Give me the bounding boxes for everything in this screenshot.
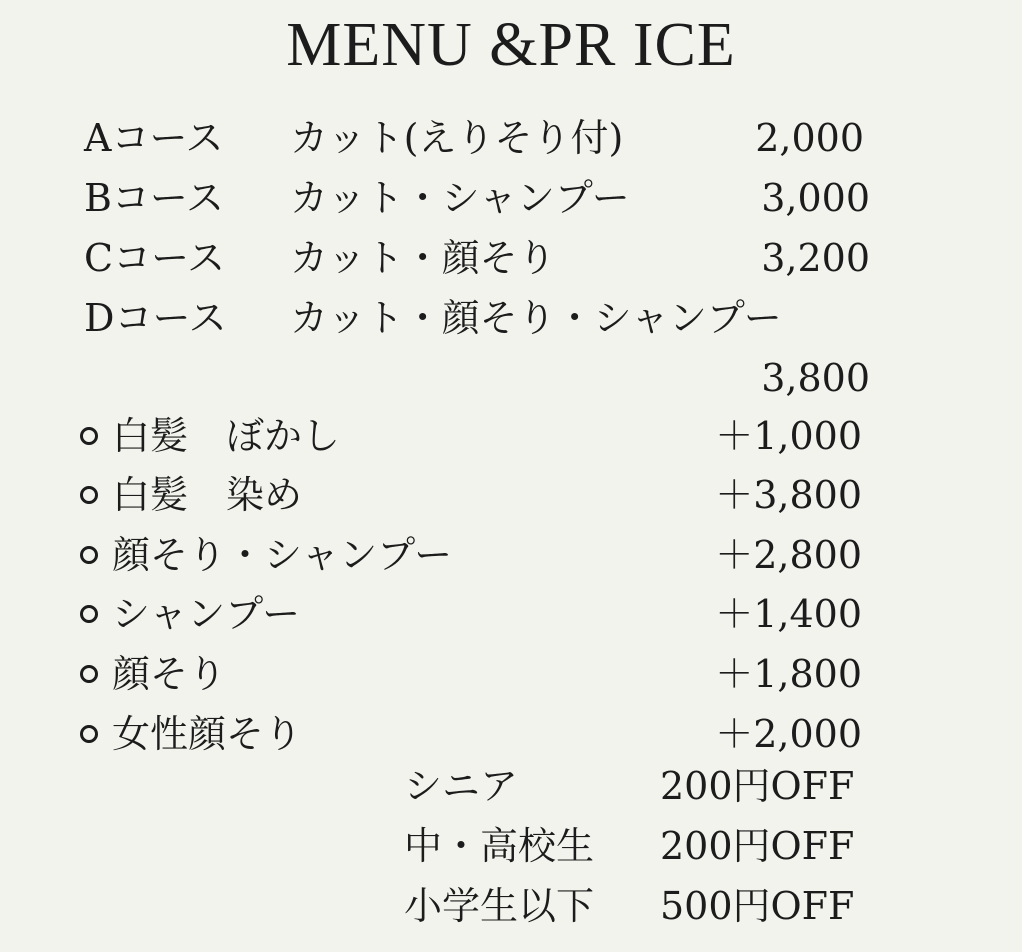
discount-label: シニア <box>404 764 519 808</box>
option-price: ＋3,800 <box>715 473 862 517</box>
discount-value: 200円OFF <box>660 824 855 868</box>
discount-label: 小学生以下 <box>404 884 595 928</box>
option-price: ＋1,000 <box>715 414 862 458</box>
option-label: 顔そり・シャンプー <box>112 533 453 577</box>
option-label: 白髪 染め <box>112 473 303 517</box>
discount-value: 500円OFF <box>660 884 855 928</box>
course-name: Aコース <box>84 116 224 160</box>
course-description: カット・顔そり・シャンプー <box>290 296 782 340</box>
option-label: シャンプー <box>112 592 301 636</box>
option-label: 白髪 ぼかし <box>112 414 341 458</box>
course-description: カット・シャンプー <box>290 176 630 220</box>
course-row-b <box>0 172 1022 224</box>
course-row-d-price <box>0 352 1022 404</box>
option-item <box>0 469 1022 521</box>
option-price: ＋1,400 <box>715 592 862 636</box>
option-item <box>0 708 1022 760</box>
discount-value: 200円OFF <box>660 764 855 808</box>
discount-label: 中・高校生 <box>404 824 595 868</box>
course-price: 2,000 <box>755 116 864 160</box>
course-name: Cコース <box>84 236 226 280</box>
course-row-c <box>0 232 1022 284</box>
option-item <box>0 410 1022 462</box>
circle-bullet-icon <box>80 546 98 564</box>
course-name: Dコース <box>84 296 227 340</box>
course-price: 3,200 <box>761 236 870 280</box>
circle-bullet-icon <box>80 427 98 445</box>
discount-row <box>0 880 1022 932</box>
discount-row <box>0 760 1022 812</box>
circle-bullet-icon <box>80 725 98 743</box>
option-label: 顔そり <box>112 652 227 696</box>
course-row-a <box>0 112 1022 164</box>
option-item <box>0 529 1022 581</box>
option-item <box>0 588 1022 640</box>
option-price: ＋1,800 <box>715 652 862 696</box>
menu-title: MENU &PR ICE <box>286 11 736 79</box>
circle-bullet-icon <box>80 486 98 504</box>
course-name: Bコース <box>84 176 225 220</box>
course-description: カット・顔そり <box>290 236 556 280</box>
discount-row <box>0 820 1022 872</box>
course-description: カット(えりそり付) <box>290 116 624 160</box>
option-label: 女性顔そり <box>112 712 303 756</box>
course-price: 3,000 <box>761 176 870 220</box>
circle-bullet-icon <box>80 665 98 683</box>
circle-bullet-icon <box>80 605 98 623</box>
option-item <box>0 648 1022 700</box>
option-price: ＋2,800 <box>715 533 862 577</box>
course-row-d <box>0 292 1022 344</box>
option-price: ＋2,000 <box>715 712 862 756</box>
course-price: 3,800 <box>761 356 870 400</box>
